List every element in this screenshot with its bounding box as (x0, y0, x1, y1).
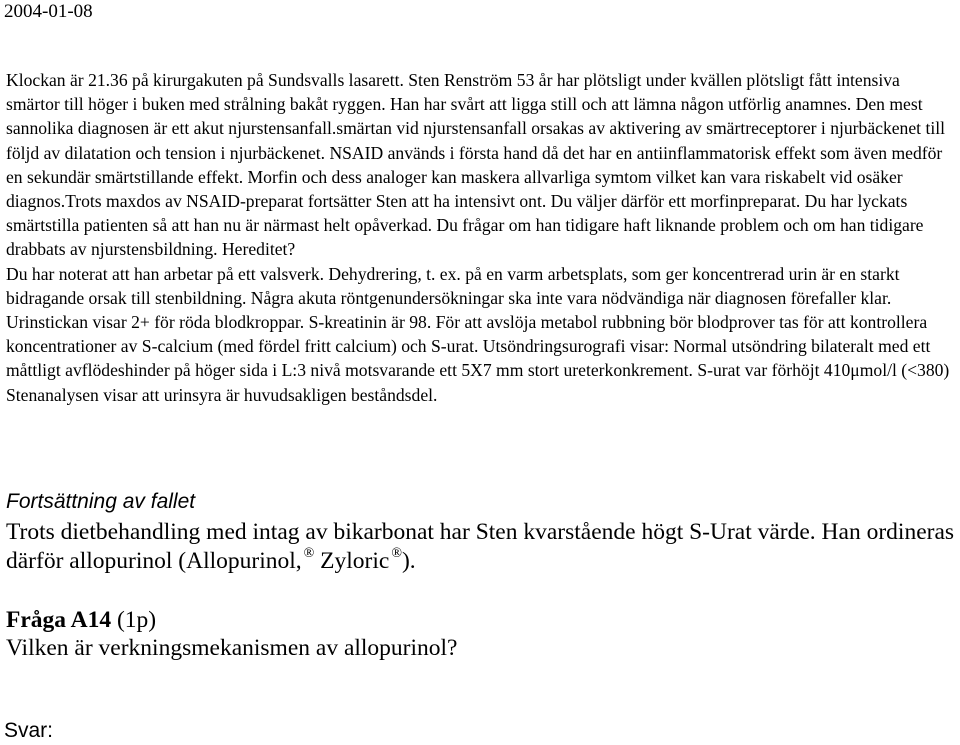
registered-mark-2: ® (391, 545, 402, 561)
question-label: Fråga A14 (6, 607, 112, 633)
case-paragraph-3: Stenanalysen visar att urinsyra är huvudsakligen beståndsdel. (6, 384, 438, 405)
case-paragraph-1: Klockan är 21.36 på kirurgakuten på Sundsvalls lasarett. Sten Renström 53 år har plötsligt under kvällen plötsligt fått intensiva smärtor till höger i buken med strålning bakåt ryggen. Han har svårt att ligga still och att lämna någon utförlig anamnes. Den mest sannolika diagnosen är ett akut njurstensanfall.smärtan vid njurstensanfall orsakas av aktivering av smärtreceptorer i njurbäckenet till följd av dilatation och tension i njurbäckenet. NSAID används i första hand då det har en antiinflammatorisk effekt som även medför en sekundär smärtstillande effekt. Morfin och dess analoger kan maskera allvarliga symtom vilket kan vara riskabelt vid osäker diagnos.Trots maxdos av NSAID-preparat fortsätter Sten att ha intensivt ont. Du väljer därför ett morfinpreparat. Du har lyckats smärtstilla patienten så att han nu är närmast helt opåverkad. Du frågar om han tidigare haft liknande problem och om han tidigare drabbats av njurstensbildning. Hereditet? (6, 70, 945, 260)
document-date: 2004-01-08 (4, 1, 93, 22)
continuation-paragraph (6, 518, 956, 579)
continuation-text (6, 518, 956, 579)
case-paragraph-2: Du har noterat att han arbetar på ett valsverk. Dehydrering, t. ex. på en varm arbetsplats, som ger koncentrerad urin är en starkt bidragande orsak till stenbildning. Några akuta röntgenundersökningar ska inte vara nödvändiga när diagnosen förefaller klar. Urinstickan visar 2+ för röda blodkroppar. S-kreatinin är 98. För att avslöja metabol rubbning bör blodprover tas för att kontrollera koncentrationer av S-calcium (med fördel fritt calcium) och S-urat. Utsöndringsurografi visar: Normal utsöndring bilateralt med ett måttligt avflödeshinder på höger sida i L:3 nivå motsvarande ett 5X7 mm stort ureterkonkrement. S-urat var förhöjt 410μmol/l (<380) (6, 263, 950, 381)
answer-label: Svar: (4, 719, 54, 742)
question-header (6, 606, 458, 634)
question-text: Vilken är verkningsmekanismen av allopurinol? (6, 635, 458, 661)
continuation-text-start: Trots dietbehandling med intag av bikarbonat har Sten kvarstående högt S-Urat värde. Han ordineras därför allopurinol (Allopurinol, (6, 519, 955, 574)
registered-mark-1: ® (303, 545, 315, 561)
question-points: (1p) (111, 607, 157, 633)
continuation-text-end: ). (401, 547, 416, 574)
continuation-text-middle: Zyloric (314, 547, 390, 574)
case-description (6, 68, 956, 407)
question-block (6, 606, 458, 662)
section-heading: Fortsättning av fallet (6, 490, 196, 513)
